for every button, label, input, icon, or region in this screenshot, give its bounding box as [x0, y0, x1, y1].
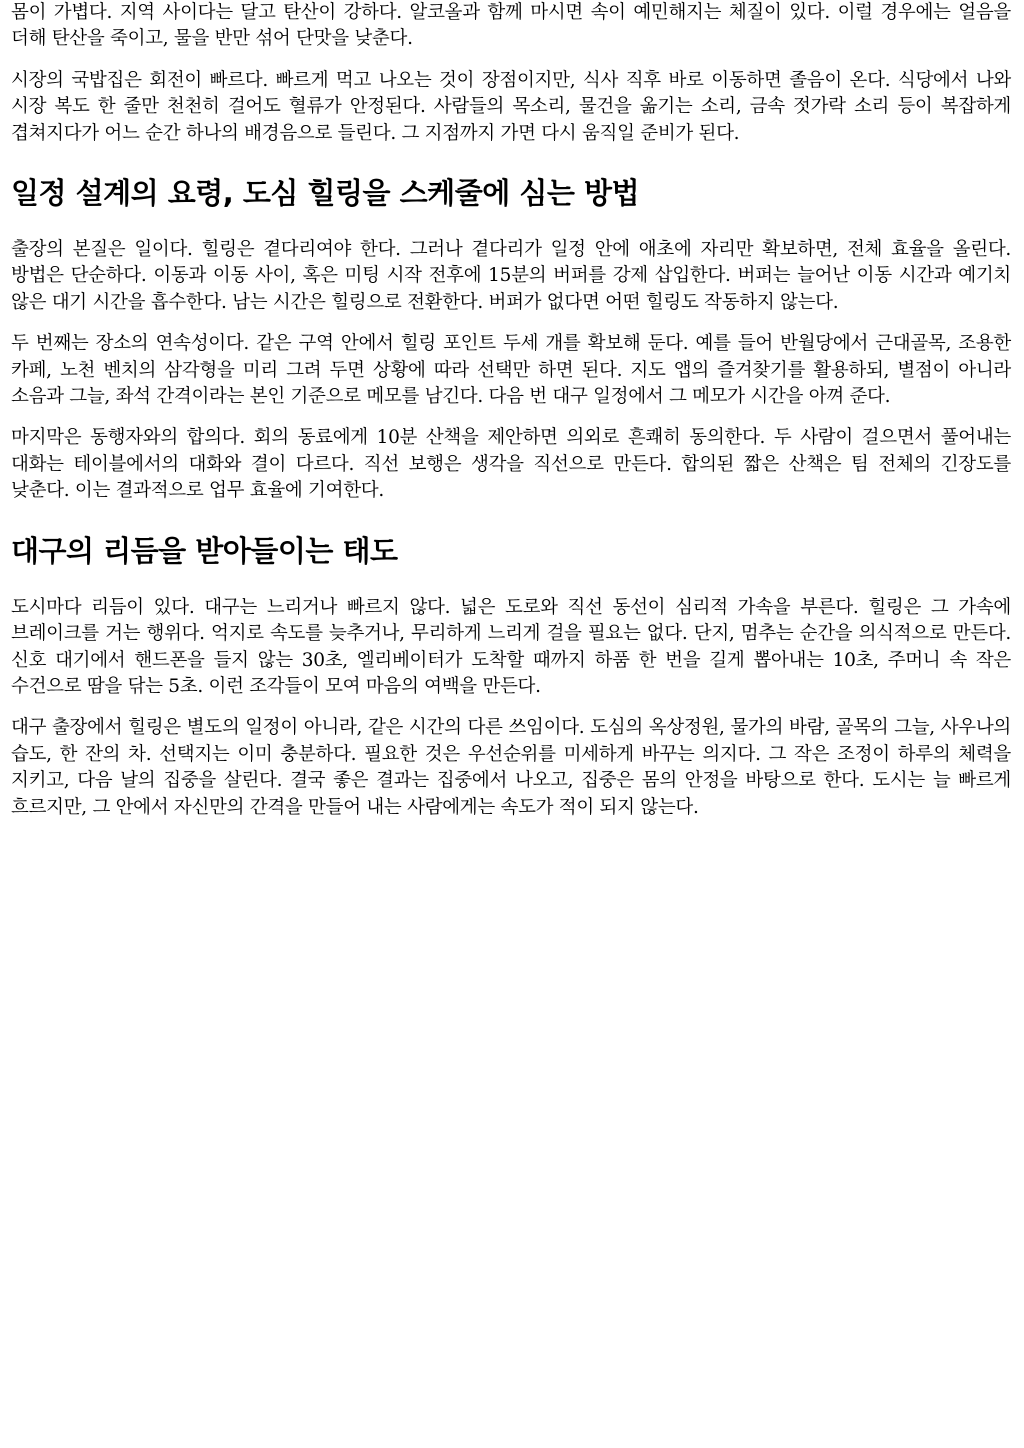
article-body [11, 0, 1011, 836]
section-heading-rhythm: 대구의 리듬을 받아들이는 태도 [11, 533, 398, 568]
schedule-paragraph-2: 두 번째는 장소의 연속성이다. 같은 구역 안에서 힐링 포인트 두세 개를 확보해 둔다. 예를 들어 반월당에서 근대골목, 조용한 카페, 노천 벤치의 삼각형을 미리 그려 두면 상황에 따라 선택만 하면 된다. 지도 앱의 즐겨찾기를 활용하되, 별점이 아니라 소음과 그늘, 좌석 간격이라는 본인 기준으로 메모를 남긴다. 다음 번 대구 일정에서 그 메모가 시간을 아껴 준다. [11, 333, 1011, 408]
section-heading-schedule: 일정 설계의 요령, 도심 힐링을 스케줄에 심는 방법 [11, 176, 639, 211]
intro-paragraph-1: 몸이 가볍다. 지역 사이다는 달고 탄산이 강하다. 알코올과 함께 마시면 속이 예민해지는 체질이 있다. 이럴 경우에는 얼음을 더해 탄산을 죽이고, 물을 반만 섞어 단맛을 낮춘다. [11, 2, 1011, 50]
intro-paragraph-2: 시장의 국밥집은 회전이 빠르다. 빠르게 먹고 나오는 것이 장점이지만, 식사 직후 바로 이동하면 졸음이 온다. 식당에서 나와 시장 복도 한 줄만 천천히 걸어도 혈류가 안정된다. 사람들의 목소리, 물건을 옮기는 소리, 금속 젓가락 소리 등이 복잡하게 겹쳐지다가 어느 순간 하나의 배경음으로 들린다. 그 지점까지 가면 다시 움직일 준비가 된다. [11, 69, 1011, 144]
rhythm-paragraph-1: 도시마다 리듬이 있다. 대구는 느리거나 빠르지 않다. 넓은 도로와 직선 동선이 심리적 가속을 부른다. 힐링은 그 가속에 브레이크를 거는 행위다. 억지로 속도를 늦추거나, 무리하게 느리게 걸을 필요는 없다. 단지, 멈추는 순간을 의식적으로 만든다. 신호 대기에서 핸드폰을 들지 않는 30초, 엘리베이터가 도착할 때까지 하품 한 번을 길게 뽑아내는 10초, 주머니 속 작은 수건으로 땀을 닦는 5초. 이런 조각들이 모여 마음의 여백을 만든다. [11, 596, 1011, 697]
rhythm-paragraph-2: 대구 출장에서 힐링은 별도의 일정이 아니라, 같은 시간의 다른 쓰임이다. 도심의 옥상정원, 물가의 바람, 골목의 그늘, 사우나의 습도, 한 잔의 차. 선택지는 이미 충분하다. 필요한 것은 우선순위를 미세하게 바꾸는 의지다. 그 작은 조정이 하루의 체력을 지키고, 다음 날의 집중을 살린다. 결국 좋은 결과는 집중에서 나오고, 집중은 몸의 안정을 바탕으로 한다. 도시는 늘 빠르게 흐르지만, 그 안에서 자신만의 간격을 만들어 내는 사람에게는 속도가 적이 되지 않는다. [11, 717, 1011, 818]
schedule-paragraph-1: 출장의 본질은 일이다. 힐링은 곁다리여야 한다. 그러나 곁다리가 일정 안에 애초에 자리만 확보하면, 전체 효율을 올린다. 방법은 단순하다. 이동과 이동 사이, 혹은 미팅 시작 전후에 15분의 버퍼를 강제 삽입한다. 버퍼는 늘어난 이동 시간과 예기치 않은 대기 시간을 흡수한다. 남는 시간은 힐링으로 전환한다. 버퍼가 없다면 어떤 힐링도 작동하지 않는다. [11, 239, 1011, 313]
schedule-paragraph-3: 마지막은 동행자와의 합의다. 회의 동료에게 10분 산책을 제안하면 의외로 흔쾌히 동의한다. 두 사람이 걸으면서 풀어내는 대화는 테이블에서의 대화와 결이 다르다. 직선 보행은 생각을 직선으로 만든다. 합의된 짧은 산책은 팀 전체의 긴장도를 낮춘다. 이는 결과적으로 업무 효율에 기여한다. [11, 427, 1011, 502]
